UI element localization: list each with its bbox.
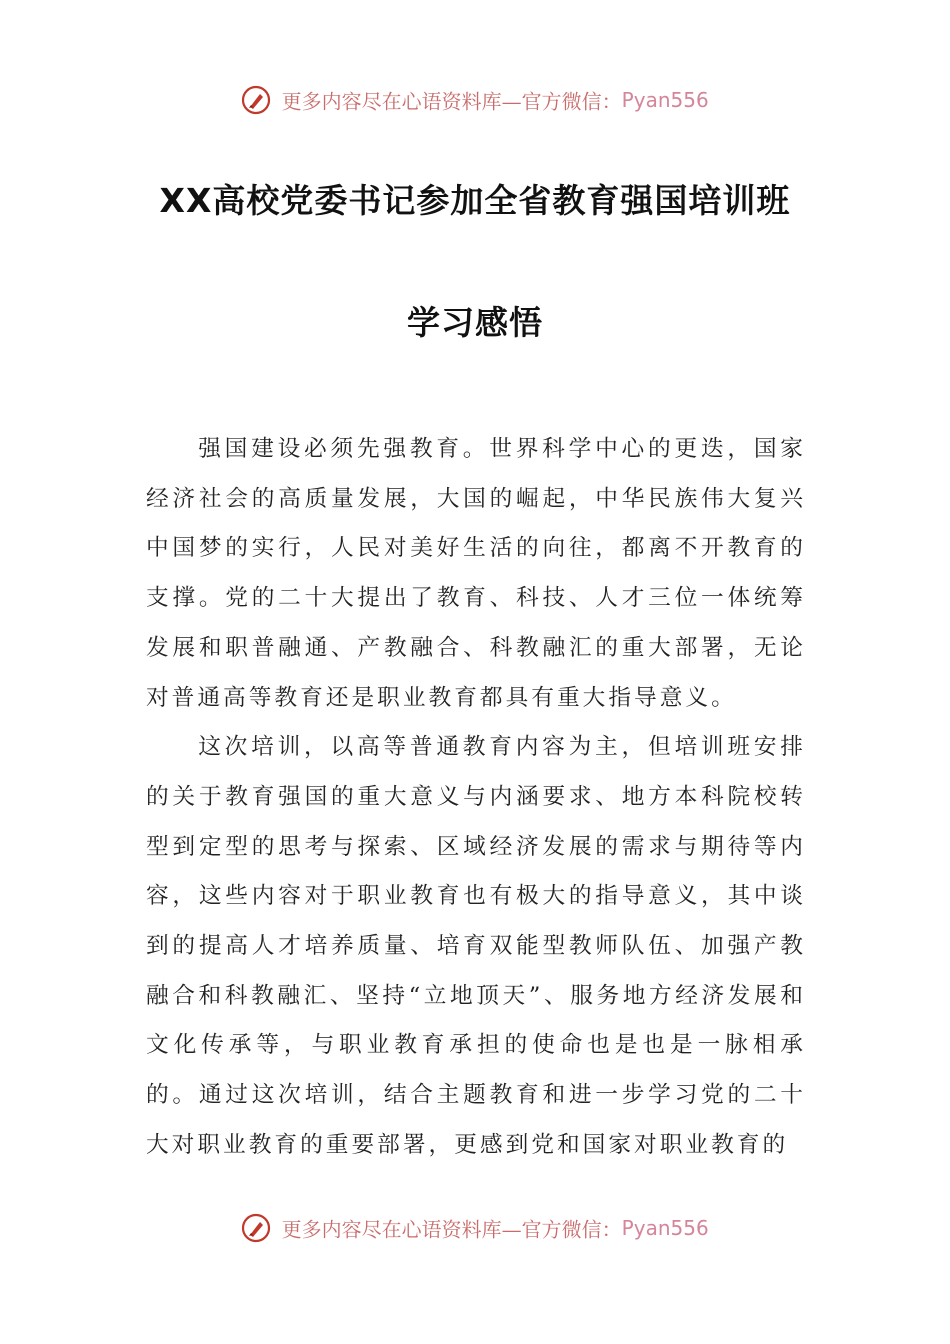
document-title-line-2: 学习感悟 (407, 303, 543, 342)
paragraph-2: 这次培训，以高等普通教育内容为主，但培训班安排的关于教育强国的重大意义与内涵要求、地方本科院校转型到定型的思考与探索、区域经济发展的需求与期待等内容，这些内容对于职业教育也有极大的指导意义，其中谈到的提高人才培养质量、培育双能型教师队伍、加强产教融合和科教融汇、坚持“立地顶天”、服务地方经济发展和文化传承等，与职业教育承担的使命也是也是一脉相承的。通过这次培训，结合主题教育和进一步学习党的二十大对职业教育的重要部署，更感到党和国家对职业教育的 (146, 734, 806, 1158)
paragraph-1: 强国建设必须先强教育。世界科学中心的更迭，国家经济社会的高质量发展，大国的崛起，中华民族伟大复兴中国梦的实行，人民对美好生活的向往，都离不开教育的支撑。党的二十大提出了教育、科技、人才三位一体统筹发展和职普融通、产教融合、科教融汇的重大部署，无论对普通高等教育还是职业教育都具有重大指导意义。 (146, 436, 806, 711)
watermark-text: 更多内容尽在心语资料库—官方微信： (281, 1217, 622, 1242)
watermark-footer (0, 1213, 950, 1243)
watermark-id: Pyan556 (621, 88, 709, 112)
pen-nib-logo-icon (241, 85, 271, 115)
document-title-line-1: XX高校党委书记参加全省教育强国培训班 (159, 181, 791, 220)
watermark-id: Pyan556 (621, 1216, 709, 1240)
watermark-header (0, 85, 950, 115)
document-body (146, 425, 806, 1171)
pen-nib-logo-icon (241, 1213, 271, 1243)
watermark-text: 更多内容尽在心语资料库—官方微信： (281, 89, 622, 114)
